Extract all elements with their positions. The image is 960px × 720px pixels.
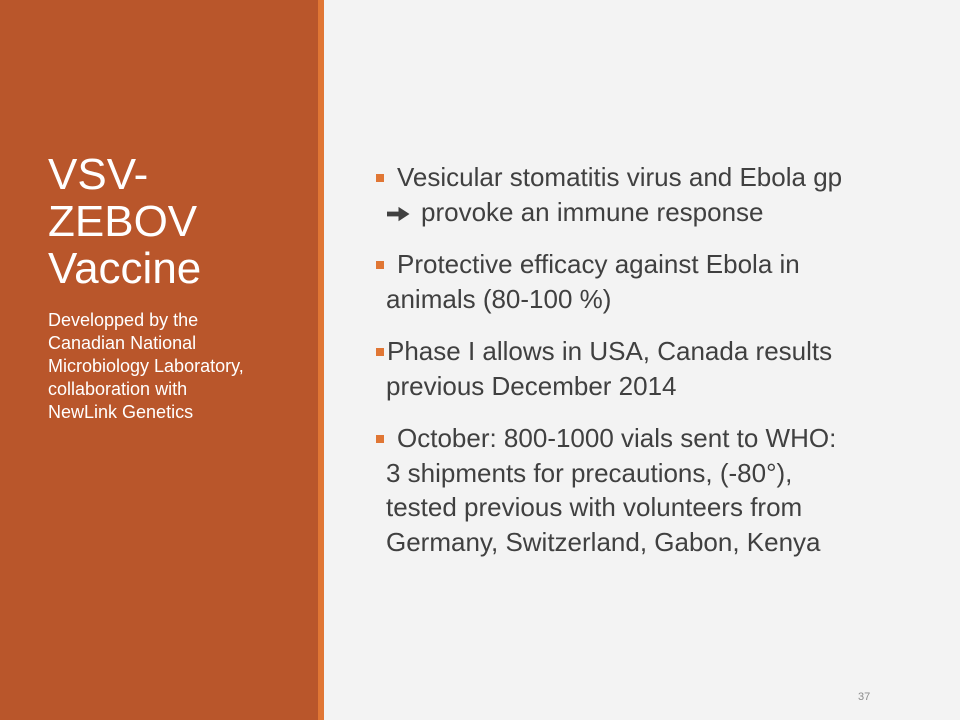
bullet-list <box>385 160 925 577</box>
square-bullet-icon <box>376 348 384 356</box>
square-bullet-icon <box>376 435 384 443</box>
bullet-line: October: 800-1000 vials sent to WHO: <box>397 423 837 453</box>
accent-stripe <box>318 0 324 720</box>
bullet-line: Germany, Switzerland, Gabon, Kenya <box>386 526 821 557</box>
page-number: 37 <box>858 691 871 703</box>
slide-subtitle: Developped by the Canadian National Microbiology Laboratory, collaboration with NewLink Genetics <box>48 310 244 422</box>
bullet-line: Vesicular stomatitis virus and Ebola gp <box>397 162 843 192</box>
bullet-line: tested previous with volunteers from <box>386 492 803 522</box>
arrow-right-icon <box>387 206 410 222</box>
bullet-line-text: provoke an immune response <box>421 196 764 227</box>
slide-title: VSV-ZEBOV Vaccine <box>48 150 202 293</box>
bullet-item <box>385 160 925 229</box>
bullet-line: 3 shipments for precautions, (-80°), <box>386 457 793 488</box>
square-bullet-icon <box>376 174 384 182</box>
bullet-line: animals (80-100 %) <box>386 283 612 314</box>
square-bullet-icon <box>376 261 384 269</box>
bullet-item <box>385 421 925 559</box>
bullet-line: previous December 2014 <box>386 370 677 401</box>
bullet-line: Protective efficacy against Ebola in <box>397 249 800 279</box>
bullet-item <box>385 247 925 316</box>
bullet-line: Phase I allows in USA, Canada results <box>387 336 833 366</box>
bullet-item <box>385 334 925 403</box>
bullet-line-arrow <box>385 195 925 230</box>
